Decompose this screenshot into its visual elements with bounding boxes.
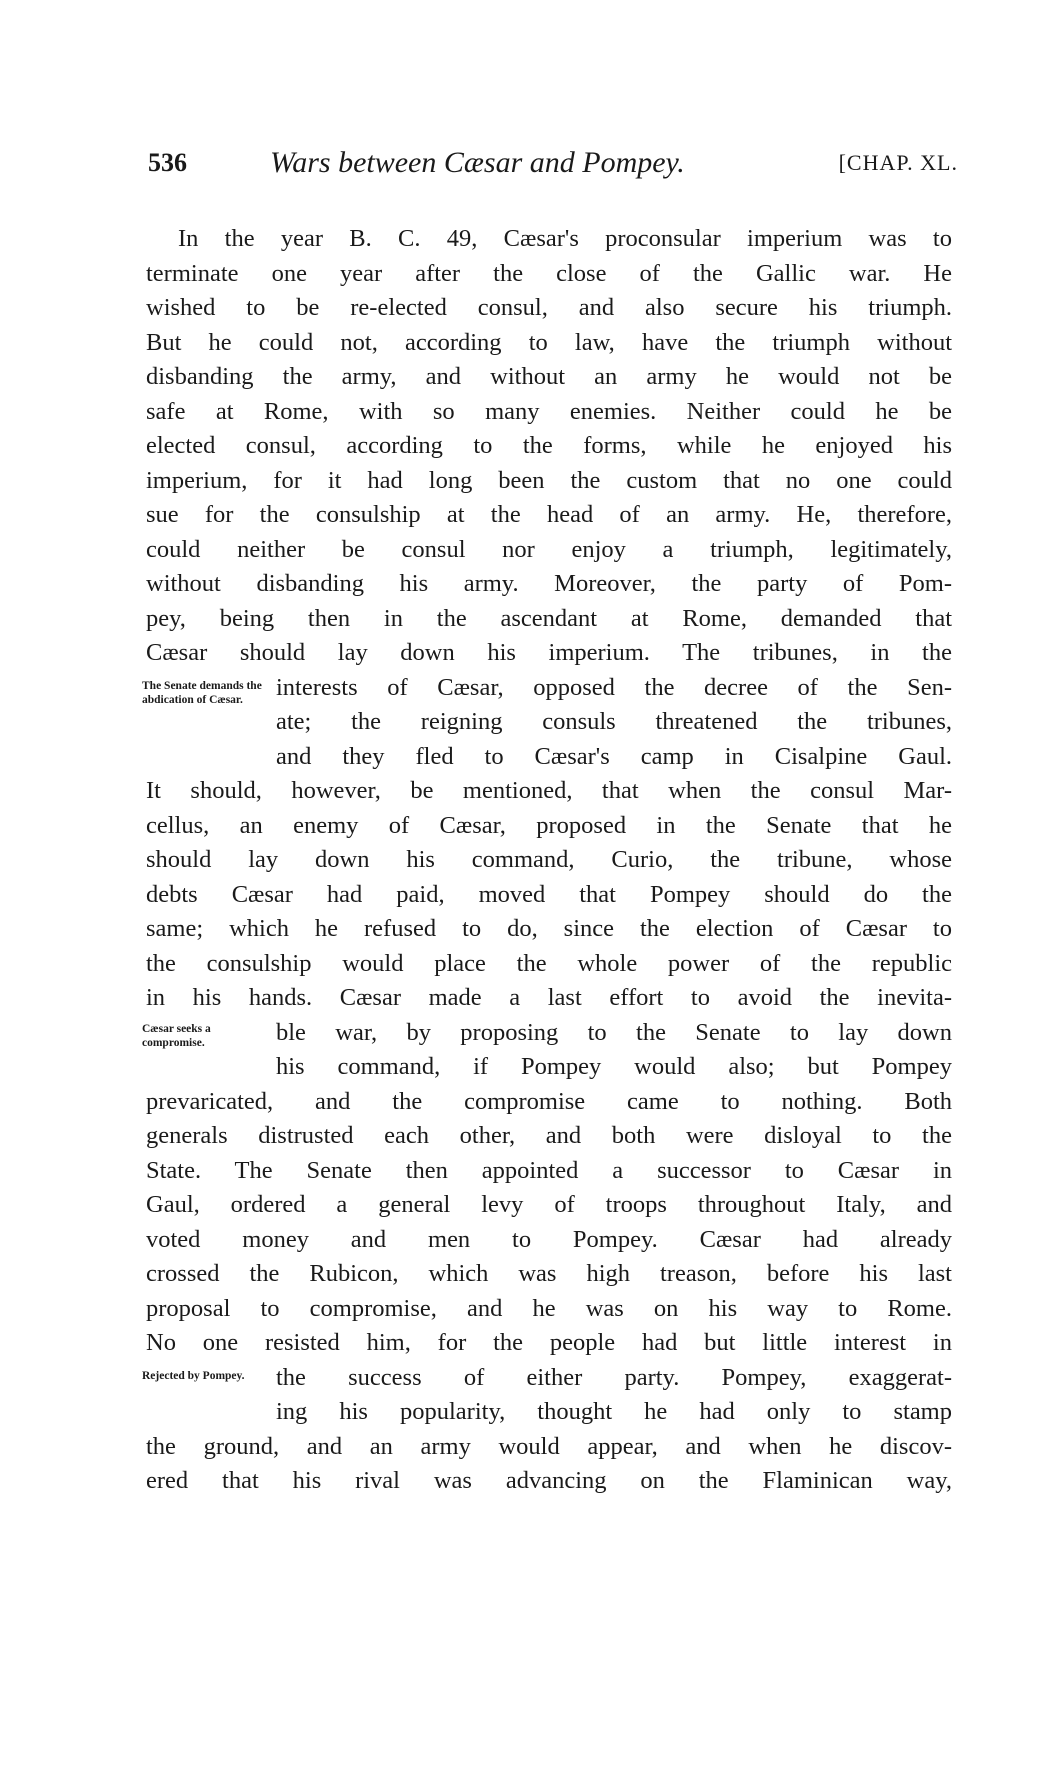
body-text	[142, 222, 952, 1499]
running-title: Wars between Cæsar and Pompey.	[270, 146, 685, 179]
text-line: ing his popularity, thought he had only to stamp	[276, 1398, 952, 1425]
text-line: the consulship would place the whole power of the republic	[146, 949, 952, 977]
text-line: generals distrusted each other, and both were disloyal to the	[146, 1122, 952, 1149]
text-line: sue for the consulship at the head of an army. He, therefore,	[146, 501, 952, 528]
page-header	[148, 148, 958, 188]
text-line: ered that his rival was advancing on the Flaminican way,	[146, 1467, 952, 1494]
text-line: safe at Rome, with so many enemies. Neither could he be	[146, 397, 952, 425]
text-line: In the year B. C. 49, Cæsar's proconsular imperium was to	[178, 225, 952, 252]
text-line: same; which he refused to do, since the election of Cæsar to	[146, 915, 952, 942]
text-line	[142, 671, 952, 706]
chapter-label: [CHAP. XL.	[838, 150, 958, 175]
text-line: and they fled to Cæsar's camp in Cisalpine Gaul.	[276, 742, 952, 770]
text-line: disbanding the army, and without an army he would not be	[146, 363, 952, 390]
text-line: without disbanding his army. Moreover, the party of Pom-	[146, 570, 952, 597]
text-line: ate; the reigning consuls threatened the tribunes,	[276, 708, 952, 735]
text-line: prevaricated, and the compromise came to nothing. Both	[146, 1087, 952, 1115]
text-line: voted money and men to Pompey. Cæsar had already	[146, 1225, 952, 1253]
text-line: terminate one year after the close of the Gallic war. He	[146, 259, 952, 287]
margin-note-senate: The Senate demands the abdication of Cæsar.	[142, 679, 262, 706]
text-line: could neither be consul nor enjoy a triumph, legitimately,	[146, 535, 952, 563]
text-line: the ground, and an army would appear, and when he discov-	[146, 1432, 952, 1460]
text-line: debts Cæsar had paid, moved that Pompey should do the	[146, 880, 952, 908]
page-number: 536	[148, 148, 187, 177]
text-line: in his hands. Cæsar made a last effort to avoid the inevita-	[146, 984, 952, 1011]
margin-note-rejected: Rejected by Pompey.	[142, 1369, 245, 1382]
text-line: State. The Senate then appointed a successor to Cæsar in	[146, 1156, 952, 1184]
text-line: pey, being then in the ascendant at Rome, demanded that	[146, 604, 952, 632]
text-line: No one resisted him, for the people had but little interest in	[146, 1329, 952, 1356]
text-line	[142, 1361, 952, 1396]
text-line: It should, however, be mentioned, that when the consul Mar-	[146, 777, 952, 804]
text-line: But he could not, according to law, have the triumph without	[146, 328, 952, 356]
text-line-content: the success of either party. Pompey, exaggerat-	[276, 1363, 952, 1391]
text-line	[142, 1016, 952, 1051]
text-line: cellus, an enemy of Cæsar, proposed in the Senate that he	[146, 811, 952, 839]
text-line: imperium, for it had long been the custom that no one could	[146, 466, 952, 494]
text-line: wished to be re-elected consul, and also secure his triumph.	[146, 294, 952, 321]
text-line: his command, if Pompey would also; but Pompey	[276, 1053, 952, 1080]
text-line-content: ble war, by proposing to the Senate to lay down	[276, 1018, 952, 1046]
text-line: should lay down his command, Curio, the tribune, whose	[146, 846, 952, 873]
text-line: crossed the Rubicon, which was high treason, before his last	[146, 1260, 952, 1287]
text-line: elected consul, according to the forms, while he enjoyed his	[146, 432, 952, 459]
margin-note-compromise: Cæsar seeks a compromise.	[142, 1022, 211, 1049]
text-line-content: interests of Cæsar, opposed the decree of the Sen-	[276, 673, 952, 701]
text-line: Gaul, ordered a general levy of troops throughout Italy, and	[146, 1191, 952, 1218]
text-line: proposal to compromise, and he was on his way to Rome.	[146, 1294, 952, 1322]
text-line: Cæsar should lay down his imperium. The tribunes, in the	[146, 639, 952, 666]
